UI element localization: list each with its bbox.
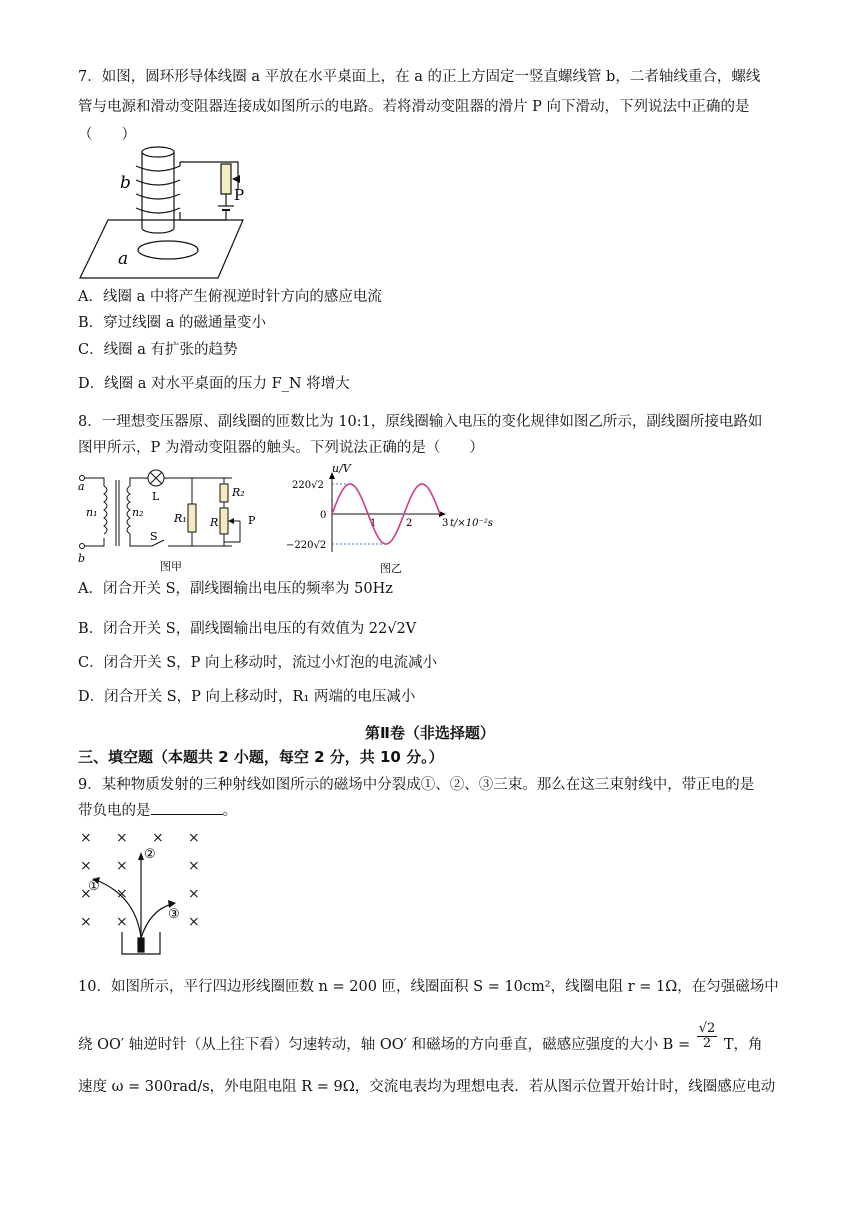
y-tick-zero: 0 bbox=[320, 510, 327, 521]
q9-stem-line2 bbox=[78, 800, 237, 822]
q10-line3: 速度 ω = 300rad/s，外电阻电阻 R = 9Ω，交流电表均为理想电表．若从图示位置开始计时，线圈感应电动 bbox=[78, 1079, 776, 1095]
q9-stem-line1: 9．某种物质发射的三种射线如图所示的磁场中分裂成①、②、③三束。那么在这三束射线中，带正电的是 bbox=[78, 777, 755, 793]
q7-option-d: D．线圈 a 对水平桌面的压力 F_N 将增大 bbox=[78, 376, 350, 392]
x-axis-label: t/×10⁻²s bbox=[450, 518, 493, 529]
chart-caption: 图乙 bbox=[380, 562, 402, 575]
coil-a bbox=[138, 241, 198, 259]
section-title: 第Ⅱ卷（非选择题） bbox=[365, 724, 495, 742]
rheostat bbox=[221, 164, 231, 194]
beam-label-3: ③ bbox=[168, 907, 180, 922]
q7-option-b: B．穿过线圈 a 的磁通量变小 bbox=[78, 315, 267, 331]
field-cross-mark: × bbox=[80, 830, 92, 846]
q8-option-d: D．闭合开关 S，P 向上移动时，R₁ 两端的电压减小 bbox=[78, 689, 416, 705]
q10-line1: 10．如图所示，平行四边形线圈匝数 n = 200 匝，线圈面积 S = 10cm²，线圈电阻 r = 1Ω，在匀强磁场中 bbox=[78, 979, 779, 995]
solenoid-windings bbox=[136, 162, 180, 213]
field-cross-mark: × bbox=[152, 830, 164, 846]
q7-option-a: A．线圈 a 中将产生俯视逆时针方向的感应电流 bbox=[78, 289, 382, 305]
x-tick-1: 1 bbox=[370, 518, 377, 529]
svg-text:R₁: R₁ bbox=[174, 512, 187, 525]
q10-line2-text: 绕 OO′ 轴逆时针（从上往下看）匀速转动，轴 OO′ 和磁场的方向垂直，磁感应强度的大小 B = bbox=[78, 1037, 691, 1053]
q9-ray-figure bbox=[76, 826, 216, 960]
q8-option-a: A．闭合开关 S，副线圈输出电压的频率为 50Hz bbox=[78, 581, 393, 597]
y-tick-top: 220√2 bbox=[292, 480, 324, 491]
beam-label-1: ① bbox=[88, 879, 100, 894]
field-cross-mark: × bbox=[188, 886, 200, 902]
field-cross-mark: × bbox=[116, 914, 128, 930]
y-axis-label: u/V bbox=[332, 462, 351, 475]
svg-text:a: a bbox=[78, 480, 85, 493]
b-fraction: $\frac{√2}{2}$ bbox=[698, 1020, 716, 1051]
field-cross-mark: × bbox=[116, 830, 128, 846]
svg-text:R₂: R₂ bbox=[232, 486, 245, 499]
field-cross-mark: × bbox=[80, 886, 92, 902]
field-cross-mark: × bbox=[188, 914, 200, 930]
svg-text:n₁: n₁ bbox=[86, 506, 98, 519]
y-tick-bottom: −220√2 bbox=[286, 540, 327, 551]
svg-text:b: b bbox=[78, 552, 86, 565]
svg-text:L: L bbox=[152, 490, 160, 503]
q7-figure bbox=[78, 140, 258, 282]
x-tick-2: 2 bbox=[406, 518, 413, 529]
q8-circuit-figure bbox=[76, 466, 272, 574]
table-plane bbox=[80, 220, 243, 278]
q8-stem-line1: 8．一理想变压器原、副线圈的匝数比为 10:1，原线圈输入电压的变化规律如图乙所示，副线圈所接电路如 bbox=[78, 414, 763, 430]
svg-text:图甲: 图甲 bbox=[160, 560, 182, 573]
q9-period: 。 bbox=[222, 803, 237, 819]
label-P: P bbox=[234, 186, 245, 204]
field-cross-mark: × bbox=[188, 858, 200, 874]
q8-option-c: C．闭合开关 S，P 向上移动时，流过小灯泡的电流减小 bbox=[78, 655, 438, 671]
q8-voltage-chart bbox=[282, 462, 510, 578]
q8-option-b: B．闭合开关 S，副线圈输出电压的有效值为 22√2V bbox=[78, 621, 417, 637]
q7-option-c: C．线圈 a 有扩张的趋势 bbox=[78, 342, 238, 358]
field-cross-mark: × bbox=[80, 858, 92, 874]
label-a: a bbox=[118, 249, 129, 269]
field-cross-mark: × bbox=[116, 858, 128, 874]
q7-stem-line3: （ ） bbox=[78, 127, 136, 143]
q9-stem-line2-text: 带负电的是 bbox=[78, 803, 151, 819]
q7-stem-line1: 7．如图，圆环形导体线圈 a 平放在水平桌面上，在 a 的正上方固定一竖直螺线管 b，二者轴线重合，螺线 bbox=[78, 69, 761, 85]
label-b: b bbox=[120, 173, 131, 193]
q7-stem-line2: 管与电源和滑动变阻器连接成如图所示的电路。若将滑动变阻器的滑片 P 向下滑动，下列说法中正确的是 bbox=[78, 99, 750, 115]
q8-stem-line2: 图甲所示，P 为滑动变阻器的触头。下列说法正确的是（ ） bbox=[78, 440, 484, 456]
svg-text:R: R bbox=[210, 516, 219, 529]
field-cross-mark: × bbox=[188, 830, 200, 846]
answer-blank[interactable] bbox=[151, 800, 223, 815]
x-tick-3: 3 bbox=[442, 518, 449, 529]
svg-text:P: P bbox=[248, 514, 256, 527]
field-cross-mark: × bbox=[80, 914, 92, 930]
q10-line2 bbox=[78, 1020, 763, 1056]
q10-line2-tail: T，角 bbox=[723, 1037, 763, 1053]
svg-text:S: S bbox=[150, 530, 158, 543]
slider-arrow bbox=[232, 175, 240, 183]
section-heading: 三、填空题（本题共 2 小题，每空 2 分，共 10 分。） bbox=[78, 748, 444, 766]
field-cross-mark: × bbox=[116, 886, 128, 902]
svg-text:n₂: n₂ bbox=[132, 506, 144, 519]
beam-label-2: ② bbox=[144, 847, 156, 862]
